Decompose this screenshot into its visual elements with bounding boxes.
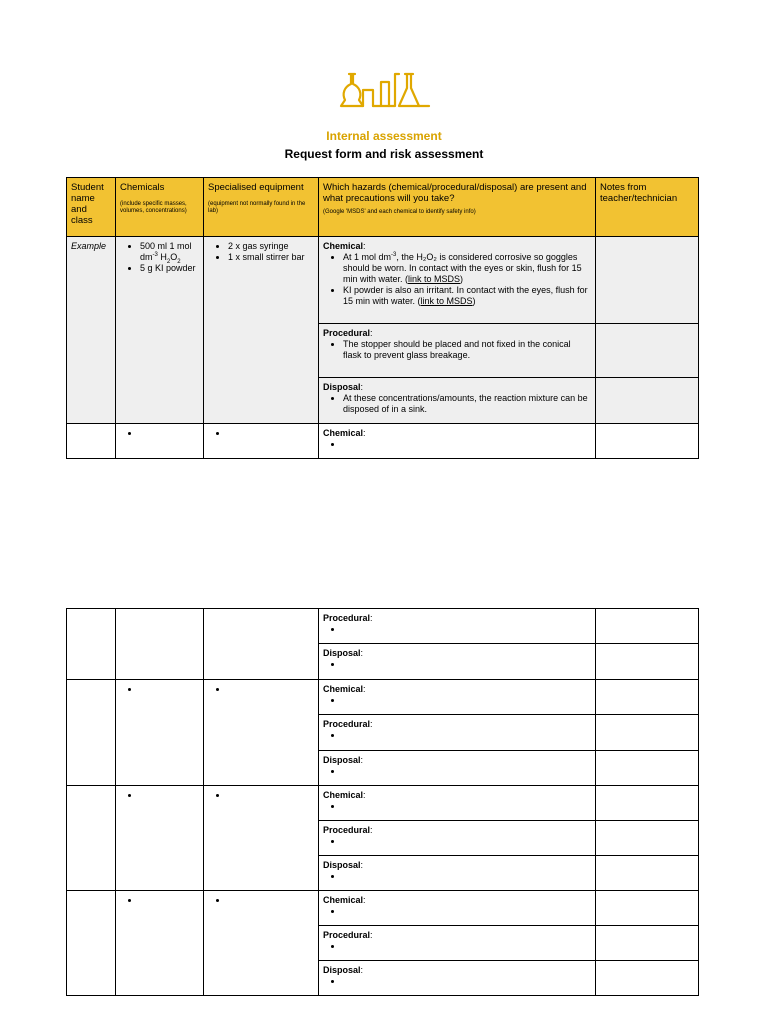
list-item <box>343 906 591 917</box>
student-cell[interactable] <box>67 891 116 996</box>
example-disposal-hazards: Disposal: • At these concentrations/amounts, the reaction mixture can be disposed of in a sink. <box>319 378 596 424</box>
equipment-cell[interactable] <box>204 891 319 996</box>
procedural-hazards-cell[interactable]: Procedural: • <box>319 821 596 856</box>
list-item <box>228 895 314 906</box>
entry-row <box>67 424 699 459</box>
notes-cell[interactable] <box>596 644 699 680</box>
equipment-cell[interactable] <box>204 680 319 786</box>
list-item <box>343 624 591 635</box>
disposal-hazards-cell[interactable]: Disposal: • <box>319 961 596 996</box>
example-label-cell <box>67 237 116 424</box>
example-chemical-hazards: Chemical: • At 1 mol $dm^{-3}$, the H₂O₂ is considered corrosive so goggles should be worn. In contact with the eyes or skin, flush for 15 min with water. (link to MSDS) • KI powder is also an irritant. In contact with the eyes, flush for 15 min with water. (link to MSDS) <box>319 237 596 324</box>
list-item: • At 1 mol $dm^{-3}$, the H₂O₂ is considered corrosive so goggles should be worn. In contact with the eyes or skin, flush for 15 min with water. (link to MSDS) <box>343 252 591 285</box>
header-hazards-label: Which hazards (chemical/procedural/disposal) are present and what precautions will you take? <box>323 182 587 204</box>
list-item <box>343 976 591 987</box>
list-item: • 2 x gas syringe <box>228 241 314 252</box>
entry-row <box>67 891 699 926</box>
entry-row <box>67 609 699 644</box>
header-chemicals-note: (include specific masses, volumes, concentrations) <box>120 201 187 214</box>
header-notes-label: Notes from teacher/technician <box>600 182 678 204</box>
student-cell[interactable] <box>67 786 116 891</box>
chemical-hazards-cell[interactable]: Chemical: • <box>319 891 596 926</box>
notes-cell[interactable] <box>596 856 699 891</box>
msds-link[interactable]: link to MSDS <box>408 274 461 284</box>
header-equipment-label: Specialised equipment <box>208 182 304 193</box>
list-item <box>140 790 199 801</box>
chemical-hazards-cell[interactable]: Chemical: • <box>319 680 596 715</box>
list-item <box>343 941 591 952</box>
chemical-hazards-cell[interactable]: Chemical: • <box>319 424 596 459</box>
notes-cell[interactable] <box>596 786 699 821</box>
header-equipment <box>204 178 319 237</box>
notes-cell[interactable] <box>596 424 699 459</box>
student-cell[interactable] <box>67 609 116 680</box>
header-chemicals <box>116 178 204 237</box>
example-chemicals-cell <box>116 237 204 424</box>
list-item: • KI powder is also an irritant. In contact with the eyes, flush for 15 min with water. (link to MSDS) <box>343 285 591 307</box>
example-label: Example <box>71 241 107 251</box>
example-row <box>67 237 699 324</box>
disposal-hazards-cell[interactable]: Disposal: • <box>319 856 596 891</box>
form-title: Internal assessment <box>326 129 442 143</box>
msds-link[interactable]: link to MSDS <box>420 296 473 306</box>
list-item <box>343 766 591 777</box>
equipment-cell[interactable] <box>204 424 319 459</box>
list-item <box>228 790 314 801</box>
notes-cell[interactable] <box>596 715 699 751</box>
lab-glassware-icon <box>339 70 431 108</box>
chemicals-cell[interactable] <box>116 680 204 786</box>
chemicals-cell[interactable] <box>116 424 204 459</box>
header-student-label: Student name and class <box>71 182 104 226</box>
list-item <box>140 684 199 695</box>
list-item: • At these concentrations/amounts, the reaction mixture can be disposed of in a sink. <box>343 393 591 415</box>
notes-cell[interactable] <box>596 609 699 644</box>
chemicals-cell[interactable] <box>116 609 204 680</box>
equipment-cell[interactable] <box>204 786 319 891</box>
notes-cell[interactable] <box>596 821 699 856</box>
list-item <box>343 871 591 882</box>
list-item <box>140 895 199 906</box>
disposal-hazards-cell[interactable]: Disposal: • <box>319 751 596 786</box>
header-chemicals-label: Chemicals <box>120 182 165 193</box>
list-item <box>343 801 591 812</box>
list-item <box>228 428 314 439</box>
notes-cell[interactable] <box>596 961 699 996</box>
equipment-cell[interactable] <box>204 609 319 680</box>
list-item: • 5 g KI powder <box>140 263 199 274</box>
header-student <box>67 178 116 237</box>
notes-cell[interactable] <box>596 324 699 378</box>
chemicals-cell[interactable] <box>116 786 204 891</box>
risk-assessment-table <box>66 177 699 459</box>
list-item: • 1 x small stirrer bar <box>228 252 314 263</box>
list-item <box>343 836 591 847</box>
header-hazards-note: (Google 'MSDS' and each chemical to identify safety info) <box>323 209 476 215</box>
notes-cell[interactable] <box>596 378 699 424</box>
list-item <box>343 730 591 741</box>
disposal-hazards-cell[interactable]: Disposal: • <box>319 644 596 680</box>
notes-cell[interactable] <box>596 891 699 926</box>
list-item: • The stopper should be placed and not fixed in the conical flask to prevent glass breakage. <box>343 339 591 361</box>
list-item: • 500 ml 1 mol $dm^{-3}$ $H_2O_2$ <box>140 241 199 263</box>
notes-cell[interactable] <box>596 751 699 786</box>
notes-cell[interactable] <box>596 926 699 961</box>
list-item <box>140 428 199 439</box>
risk-assessment-table-continued <box>66 608 699 996</box>
example-equipment-cell <box>204 237 319 424</box>
chemical-hazards-cell[interactable]: Chemical: • <box>319 786 596 821</box>
header-equipment-note: (equipment not normally found in the lab) <box>208 201 306 214</box>
procedural-hazards-cell[interactable]: Procedural: • <box>319 715 596 751</box>
chemicals-cell[interactable] <box>116 891 204 996</box>
notes-cell[interactable] <box>596 680 699 715</box>
list-item <box>228 684 314 695</box>
entry-row <box>67 786 699 821</box>
procedural-hazards-cell[interactable]: Procedural: • <box>319 926 596 961</box>
list-item <box>343 659 591 670</box>
notes-cell[interactable] <box>596 237 699 324</box>
student-cell[interactable] <box>67 680 116 786</box>
entry-row <box>67 680 699 715</box>
form-subtitle: Request form and risk assessment <box>284 147 484 161</box>
example-procedural-hazards: Procedural: • The stopper should be placed and not fixed in the conical flask to prevent glass breakage. <box>319 324 596 378</box>
procedural-hazards-cell[interactable]: Procedural: • <box>319 609 596 644</box>
header-hazards <box>319 178 596 237</box>
list-item <box>343 695 591 706</box>
list-item <box>343 439 591 450</box>
header-notes <box>596 178 699 237</box>
table-header-row <box>67 178 699 237</box>
student-cell[interactable] <box>67 424 116 459</box>
